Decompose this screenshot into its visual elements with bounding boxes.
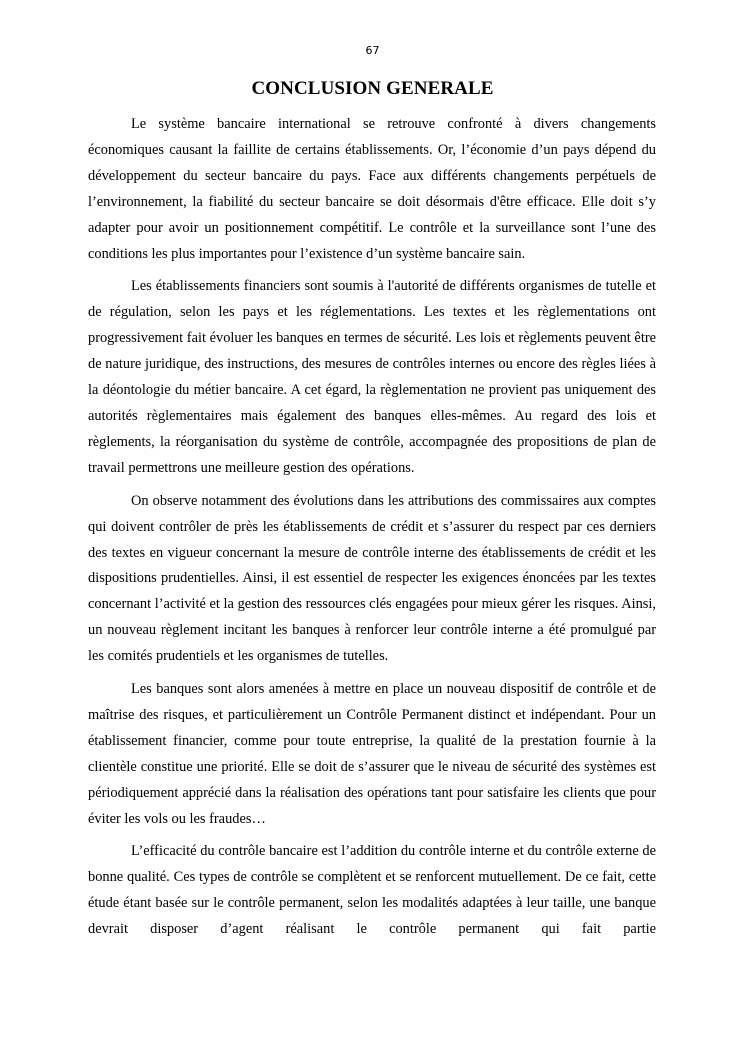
page-title: CONCLUSION GENERALE <box>251 78 494 99</box>
paragraph: Les banques sont alors amenées à mettre en place un nouveau dispositif de contrôle et de maîtrise des risques, et particulièrement un Contrôle Permanent distinct et indépendant. Pour un établissement financier, comme pour toute entreprise, la qualité de la prestation fournie à la clientèle constitue une priorité. Elle se doit de s’assurer que le niveau de sécurité des systèmes est périodiquement apprécié dans la réalisation des opérations tant pour satisfaire les clients que pour éviter les vols ou les fraudes… <box>88 681 656 827</box>
paragraph: Le système bancaire international se retrouve confronté à divers changements économiques causant la faillite de certains établissements. Or, l’économie d’un pays dépend du développement du secteur bancaire du pays. Face aux différents changements perpétuels de l’environnement, la fiabilité du secteur bancaire se doit désormais d'être efficace. Elle doit s’y adapter pour avoir un positionnement compétitif. Le contrôle et la surveillance sont l’une des conditions les plus importantes pour l’existence d’un système bancaire sain. <box>88 116 656 262</box>
body-text <box>88 112 656 950</box>
paragraph: L’efficacité du contrôle bancaire est l’addition du contrôle interne et du contrôle externe de bonne qualité. Ces types de contrôle se complètent et se renforcent mutuellement. De ce fait, cette étude étant basée sur le contrôle permanent, selon les modalités adaptées à leur taille, une banque devrait disposer d’agent réalisant le contrôle permanent qui fait partie <box>88 843 656 938</box>
paragraph: On observe notamment des évolutions dans les attributions des commissaires aux comptes qui doivent contrôler de près les établissements de crédit et s’assurer du respect par ces derniers des textes en vigueur concernant la mesure de contrôle interne des établissements de crédit et les dispositions prudentielles. Ainsi, il est essentiel de respecter les exigences énoncées par les textes concernant l’activité et la gestion des ressources clés engagées pour mieux gérer les risques. Ainsi, un nouveau règlement incitant les banques à renforcer leur contrôle interne a été promulgué par les comités prudentiels et les organismes de tutelles. <box>88 492 656 665</box>
paragraph: Les établissements financiers sont soumis à l'autorité de différents organismes de tutelle et de régulation, selon les pays et les réglementations. Les textes et les règlementations ont progressivement fait évoluer les banques en termes de sécurité. Les lois et règlements peuvent être de nature juridique, des instructions, des mesures de contrôles internes ou encore des règles liées à la déontologie du métier bancaire. A cet égard, la règlementation ne provient pas uniquement des autorités règlementaires mais également des banques elles-mêmes. Au regard des lois et règlements, la réorganisation du système de contrôle, accompagnée des propositions de plan de travail permettrons une meilleure gestion des opérations. <box>88 278 656 476</box>
page-number: 67 <box>365 44 380 57</box>
